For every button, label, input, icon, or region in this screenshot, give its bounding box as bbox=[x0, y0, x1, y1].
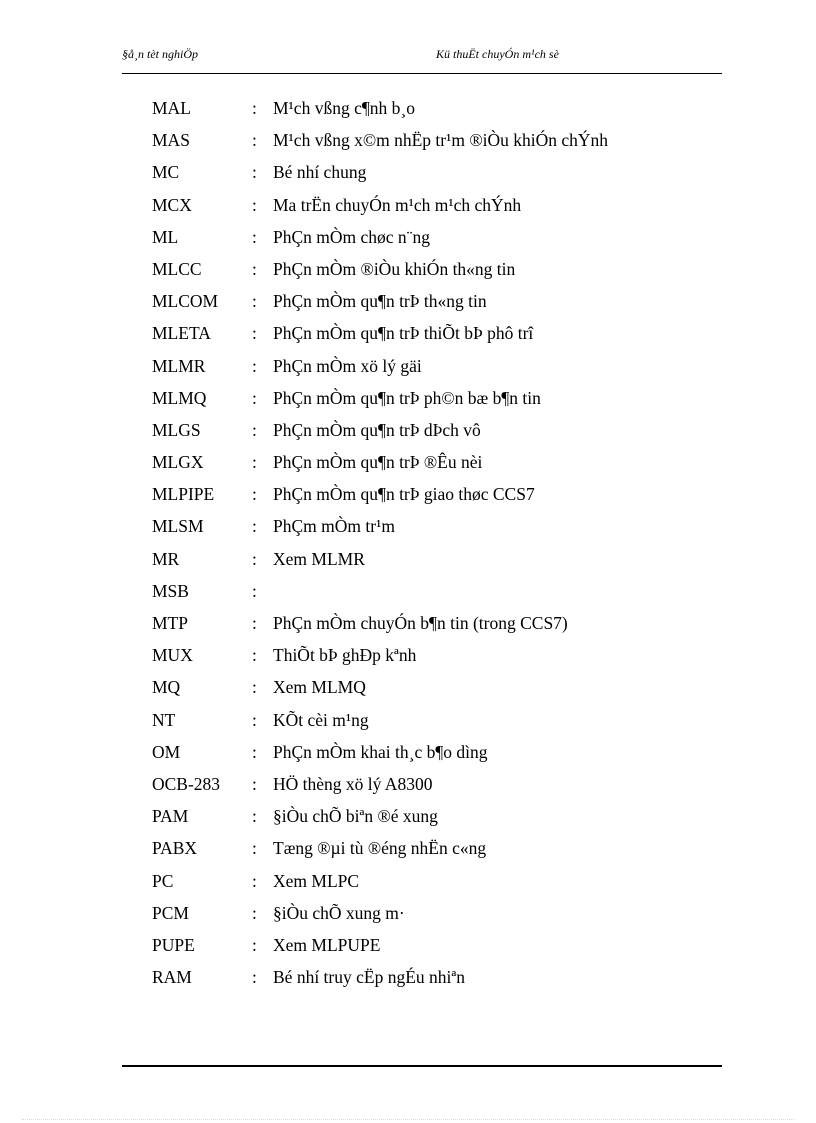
abbreviation-term: MCX bbox=[152, 194, 192, 215]
separator-colon: : bbox=[252, 902, 257, 923]
separator-colon: : bbox=[252, 130, 257, 151]
abbreviation-term: PABX bbox=[152, 838, 198, 859]
separator-colon: : bbox=[252, 162, 257, 183]
abbreviation-row bbox=[152, 772, 712, 804]
abbreviation-term: MLGS bbox=[152, 419, 201, 440]
abbreviation-row bbox=[152, 514, 712, 546]
abbreviation-definition: M¹ch vßng c¶nh b¸o bbox=[273, 98, 415, 118]
abbreviation-definition: Ma trËn chuyÓn m¹ch m¹ch chÝnh bbox=[273, 194, 522, 215]
abbreviation-row bbox=[152, 643, 712, 675]
abbreviation-row bbox=[152, 675, 712, 707]
abbreviation-term: MLPIPE bbox=[152, 484, 215, 505]
abbreviation-term: MLCC bbox=[152, 258, 202, 279]
abbreviation-term: MLCOM bbox=[152, 291, 219, 312]
abbreviation-term: PC bbox=[152, 870, 174, 891]
separator-colon: : bbox=[252, 967, 257, 988]
header-divider bbox=[122, 73, 722, 74]
abbreviation-definition: §iÒu chÕ biªn ®é xung bbox=[273, 806, 438, 827]
abbreviation-definition: Tæng ®µi tù ®éng nhËn c«ng bbox=[273, 838, 487, 859]
separator-colon: : bbox=[252, 645, 257, 666]
abbreviation-term: PCM bbox=[152, 902, 189, 923]
separator-colon: : bbox=[252, 291, 257, 312]
separator-colon: : bbox=[252, 98, 257, 118]
abbreviation-definition: Xem MLPUPE bbox=[273, 934, 381, 955]
abbreviation-row bbox=[152, 289, 712, 321]
abbreviation-definition: PhÇn mÒm qu¶n trÞ dÞch vô bbox=[273, 419, 481, 440]
separator-colon: : bbox=[252, 323, 257, 344]
abbreviation-term: MR bbox=[152, 548, 180, 569]
abbreviation-row bbox=[152, 933, 712, 965]
abbreviation-row bbox=[152, 386, 712, 418]
abbreviation-row bbox=[152, 708, 712, 740]
abbreviation-row bbox=[152, 96, 712, 128]
abbreviation-term: RAM bbox=[152, 967, 192, 988]
separator-colon: : bbox=[252, 613, 257, 633]
abbreviation-row bbox=[152, 450, 712, 482]
abbreviation-term: MLGX bbox=[152, 452, 204, 473]
separator-colon: : bbox=[252, 452, 257, 473]
separator-colon: : bbox=[252, 870, 257, 891]
abbreviation-definition: Bé nhí chung bbox=[273, 162, 367, 183]
abbreviation-term: MC bbox=[152, 162, 180, 183]
separator-colon: : bbox=[252, 741, 257, 762]
abbreviation-definition: §iÒu chÕ xung m· bbox=[273, 902, 405, 923]
header-left-text: §å¸n tèt nghiÖp bbox=[122, 47, 198, 61]
separator-colon: : bbox=[252, 194, 257, 215]
header-right-text: Kü thuËt chuyÓn m¹ch sè bbox=[436, 47, 559, 61]
abbreviation-definition: PhÇn mÒm qu¶n trÞ giao thøc CCS7 bbox=[273, 484, 535, 505]
separator-colon: : bbox=[252, 934, 257, 955]
abbreviation-term: MLSM bbox=[152, 516, 204, 537]
separator-colon: : bbox=[252, 226, 257, 247]
abbreviation-row bbox=[152, 869, 712, 901]
page-bottom-edge bbox=[22, 1119, 794, 1120]
abbreviation-definition: PhÇn mÒm qu¶n trÞ thiÕt bÞ phô trî bbox=[273, 323, 534, 344]
abbreviation-term: MTP bbox=[152, 613, 188, 633]
abbreviation-definition: PhÇm mÒm tr¹m bbox=[273, 516, 395, 537]
abbreviation-term: PUPE bbox=[152, 934, 195, 955]
abbreviation-term: MUX bbox=[152, 645, 193, 666]
abbreviation-definition: Xem MLMQ bbox=[273, 677, 366, 698]
page-header bbox=[122, 47, 722, 67]
abbreviation-term: OM bbox=[152, 741, 181, 762]
abbreviation-term: MLMQ bbox=[152, 387, 207, 408]
abbreviation-definition: PhÇn mÒm khai th¸c b¶o dìng bbox=[273, 741, 488, 762]
abbreviation-definition: Xem MLMR bbox=[273, 548, 365, 569]
abbreviation-row bbox=[152, 160, 712, 192]
abbreviation-list bbox=[152, 96, 712, 997]
abbreviation-row bbox=[152, 836, 712, 868]
abbreviation-term: MLMR bbox=[152, 355, 206, 376]
abbreviation-definition: PhÇn mÒm chøc n¨ng bbox=[273, 226, 431, 247]
abbreviation-definition: PhÇn mÒm ®iÒu khiÓn th«ng tin bbox=[273, 258, 516, 279]
separator-colon: : bbox=[252, 709, 257, 730]
abbreviation-term: MSB bbox=[152, 580, 189, 601]
abbreviation-definition: HÖ thèng xö lý A8300 bbox=[273, 773, 433, 794]
abbreviation-row bbox=[152, 321, 712, 353]
separator-colon: : bbox=[252, 806, 257, 827]
separator-colon: : bbox=[252, 258, 257, 279]
abbreviation-row bbox=[152, 418, 712, 450]
separator-colon: : bbox=[252, 484, 257, 505]
abbreviation-row bbox=[152, 547, 712, 579]
abbreviation-definition: Xem MLPC bbox=[273, 870, 360, 891]
abbreviation-row bbox=[152, 257, 712, 289]
abbreviation-row bbox=[152, 611, 712, 643]
abbreviation-definition: M¹ch vßng x©m nhËp tr¹m ®iÒu khiÓn chÝnh bbox=[273, 130, 609, 151]
abbreviation-row bbox=[152, 740, 712, 772]
abbreviation-definition: PhÇn mÒm chuyÓn b¶n tin (trong CCS7) bbox=[273, 613, 568, 633]
separator-colon: : bbox=[252, 580, 257, 601]
abbreviation-row bbox=[152, 225, 712, 257]
separator-colon: : bbox=[252, 548, 257, 569]
abbreviation-row bbox=[152, 804, 712, 836]
separator-colon: : bbox=[252, 838, 257, 859]
abbreviation-definition: PhÇn mÒm qu¶n trÞ ®Êu nèi bbox=[273, 452, 483, 473]
separator-colon: : bbox=[252, 677, 257, 698]
abbreviation-term: PAM bbox=[152, 806, 189, 827]
abbreviation-term: MLETA bbox=[152, 323, 211, 344]
separator-colon: : bbox=[252, 773, 257, 794]
abbreviation-term: ML bbox=[152, 226, 179, 247]
abbreviation-term: MQ bbox=[152, 677, 181, 698]
abbreviation-row bbox=[152, 965, 712, 997]
abbreviation-definition: PhÇn mÒm qu¶n trÞ th«ng tin bbox=[273, 291, 487, 312]
separator-colon: : bbox=[252, 355, 257, 376]
abbreviation-definition: PhÇn mÒm qu¶n trÞ ph©n bæ b¶n tin bbox=[273, 387, 541, 408]
abbreviation-term: MAL bbox=[152, 98, 191, 118]
separator-colon: : bbox=[252, 419, 257, 440]
abbreviation-definition: ThiÕt bÞ ghÐp kªnh bbox=[273, 645, 417, 666]
abbreviation-term: NT bbox=[152, 709, 176, 730]
abbreviation-term: MAS bbox=[152, 130, 190, 151]
footer-divider bbox=[122, 1065, 722, 1067]
abbreviation-definition: Bé nhí truy cËp ngÉu nhiªn bbox=[273, 967, 465, 988]
abbreviation-definition: KÕt cèi m¹ng bbox=[273, 709, 369, 730]
abbreviation-row bbox=[152, 354, 712, 386]
abbreviation-row bbox=[152, 901, 712, 933]
separator-colon: : bbox=[252, 516, 257, 537]
abbreviation-row bbox=[152, 193, 712, 225]
separator-colon: : bbox=[252, 387, 257, 408]
abbreviation-row bbox=[152, 482, 712, 514]
abbreviation-row bbox=[152, 579, 712, 611]
abbreviation-definition: PhÇn mÒm xö lý gäi bbox=[273, 355, 422, 376]
abbreviation-row bbox=[152, 128, 712, 160]
abbreviation-term: OCB-283 bbox=[152, 773, 221, 794]
